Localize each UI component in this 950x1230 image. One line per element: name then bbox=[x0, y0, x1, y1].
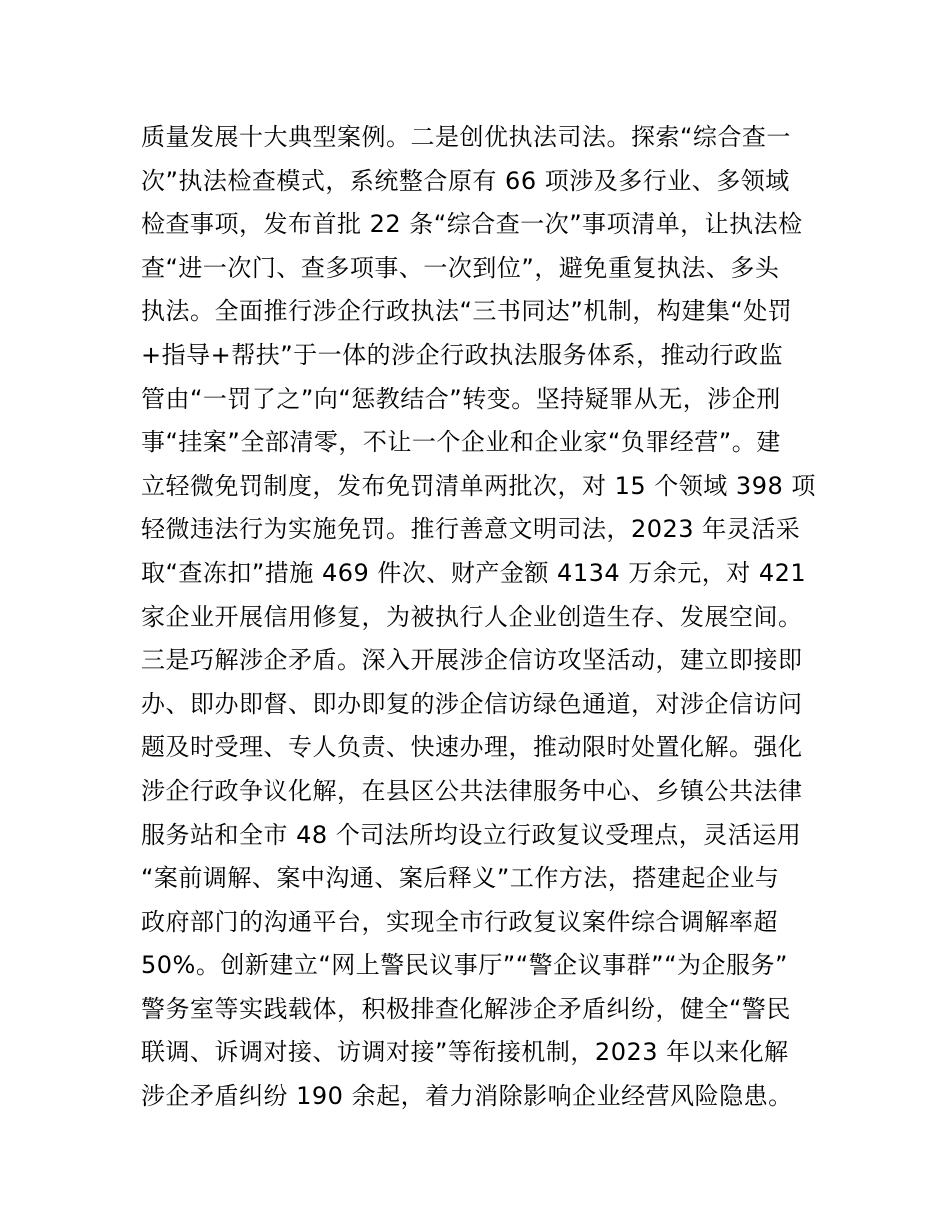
text-line: 涉企行政争议化解，在县区公共法律服务中心、乡镇公共法律 bbox=[141, 776, 803, 805]
text-line: 涉企矛盾纠纷 190 余起，着力消除影响企业经营风险隐患。 bbox=[141, 1082, 793, 1111]
text-line: 警务室等实践载体，积极排查化解涉企矛盾纠纷，健全“警民 bbox=[141, 994, 791, 1023]
text-line: 办、即办即督、即办即复的涉企信访绿色通道，对涉企信访问 bbox=[141, 689, 803, 718]
text-line: 家企业开展信用修复，为被执行人企业创造生存、发展空间。 bbox=[141, 602, 803, 631]
text-line: 查“进一次门、查多项事、一次到位”，避免重复执法、多头 bbox=[141, 253, 780, 282]
text-line: 服务站和全市 48 个司法所均设立行政复议受理点，灵活运用 bbox=[141, 820, 802, 849]
text-line: 取“查冻扣”措施 469 件次、财产金额 4134 万余元，对 421 bbox=[141, 558, 807, 587]
text-line: 检查事项，发布首批 22 条“综合查一次”事项清单，让执法检 bbox=[141, 210, 803, 239]
text-line: 执法。全面推行涉企行政执法“三书同达”机制，构建集“处罚 bbox=[141, 297, 793, 326]
text-line: 立轻微免罚制度，发布免罚清单两批次，对 15 个领域 398 项 bbox=[141, 471, 816, 500]
text-line: 质量发展十大典型案例。二是创优执法司法。探索“综合查一 bbox=[141, 123, 791, 151]
text-line: 次”执法检查模式，系统整合原有 66 项涉及多行业、多领域 bbox=[141, 166, 790, 195]
text-line: 50%。创新建立“网上警民议事厅”“警企议事群”“为企服务” bbox=[141, 951, 788, 980]
text-line: +指导+帮扶”于一体的涉企行政执法服务体系，推动行政监 bbox=[141, 340, 784, 369]
text-line: 三是巧解涉企矛盾。深入开展涉企信访攻坚活动，建立即接即 bbox=[141, 646, 803, 675]
text-line: 政府部门的沟通平台，实现全市行政复议案件综合调解率超 bbox=[141, 907, 778, 936]
body-paragraph bbox=[141, 116, 821, 1119]
text-line: “案前调解、案中沟通、案后释义”工作方法，搭建起企业与 bbox=[141, 864, 780, 893]
text-line: 联调、诉调对接、访调对接”等衔接机制，2023 年以来化解 bbox=[141, 1038, 789, 1067]
text-line: 题及时受理、专人负责、快速办理，推动限时处置化解。强化 bbox=[141, 733, 803, 762]
text-line: 轻微违法行为实施免罚。推行善意文明司法，2023 年灵活采 bbox=[141, 515, 801, 544]
text-line: 事“挂案”全部清零，不让一个企业和企业家“负罪经营”。建 bbox=[141, 428, 781, 457]
text-line: 管由“一罚了之”向“惩教结合”转变。坚持疑罪从无，涉企刑 bbox=[141, 384, 781, 413]
